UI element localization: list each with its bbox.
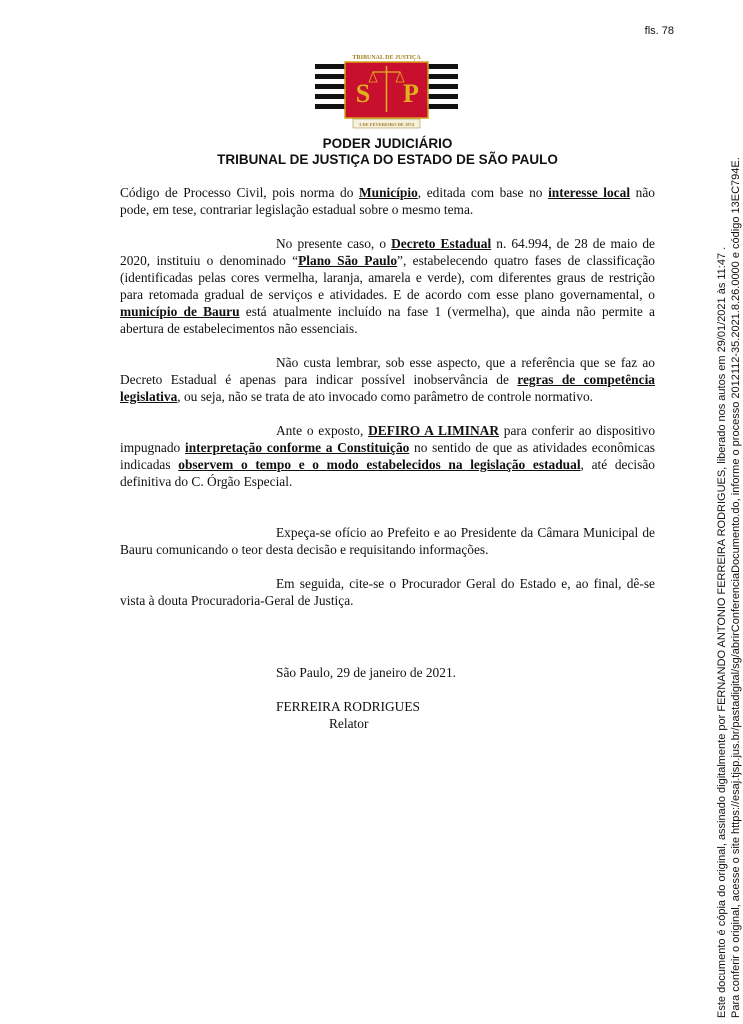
term-plano-sao-paulo: Plano São Paulo: [298, 253, 398, 268]
emblem-top-text: TRIBUNAL DE JUSTIÇA: [352, 55, 421, 61]
term-decreto-estadual: Decreto Estadual: [391, 236, 492, 251]
header-line-1: PODER JUDICIÁRIO: [322, 136, 453, 151]
term-municipio-de-bauru: município de Bauru: [120, 304, 240, 319]
document-body: [120, 184, 655, 626]
paragraph-5: Expeça-se ofício ao Prefeito e ao Presidente da Câmara Municipal de Bauru comunicando o teor desta decisão e requisitando informações.: [120, 525, 655, 557]
term-interesse-local: interesse local: [548, 185, 631, 200]
page-number: fls. 78: [644, 25, 674, 37]
digital-signature-note: [716, 157, 743, 1018]
side-note-line-2: Para conferir o original, acesse o site https://esaj.tjsp.jus.br/pastadigital/sg/abrirConferenciaDocumento.do, informe o processo 2012112-35.2021.8.26.0000 e código 13EC794E.: [729, 157, 742, 1018]
signer-role: Relator: [329, 716, 369, 731]
side-note-line-1: Este documento é cópia do original, assinado digitalmente por FERNANDO ANTONIO FERREIRA RODRIGUES, liberado nos autos em 29/01/2021 às 11:47 .: [716, 246, 728, 1018]
signer-name: FERREIRA RODRIGUES: [276, 699, 420, 714]
paragraph-1: Código de Processo Civil, pois norma do Município, editada com base no interesse local não pode, em tese, contrariar legislação estadual sobre o mesmo tema.: [120, 185, 655, 217]
paragraph-4: Ante o exposto, DEFIRO A LIMINAR para conferir ao dispositivo impugnado interpretação conforme a Constituição no sentido de que as atividades econômicas indicadas observem o tempo e o modo estabelecidos na legislação estadual, até decisão definitiva do C. Órgão Especial.: [120, 423, 656, 489]
paragraph-6: Em seguida, cite-se o Procurador Geral do Estado e, ao final, dê-se vista à douta Procuradoria-Geral de Justiça.: [120, 576, 655, 608]
place-date: São Paulo, 29 de janeiro de 2021.: [276, 665, 456, 680]
term-interpretacao-conforme: interpretação conforme a Constituição: [184, 440, 410, 455]
term-defiro-liminar: DEFIRO A LIMINAR: [368, 423, 499, 438]
term-observem-tempo-modo: observem o tempo e o modo estabelecidos na legislação estadual: [178, 457, 581, 472]
emblem-bottom-text: 3 DE FEVEREIRO DE 1874: [358, 122, 415, 127]
term-municipio: Município: [359, 185, 418, 200]
emblem-letter-s: S: [355, 79, 371, 108]
term-regras-competencia: regras de competência legislativa: [120, 372, 655, 404]
header-line-2: TRIBUNAL DE JUSTIÇA DO ESTADO DE SÃO PAULO: [217, 152, 558, 167]
paragraph-2: No presente caso, o Decreto Estadual n. 64.994, de 28 de maio de 2020, instituiu o denominado “Plano São Paulo”, estabelecendo quatro fases de classificação (identificadas pelas cores vermelha, laranja, amarela e verde), com diferentes graus de restrição para retomada gradual de serviços e atividades. E de acordo com esse plano governamental, o município de Bauru está atualmente incluído na fase 1 (vermelha), que ainda não permite a abertura de estabelecimentos não essenciais.: [120, 236, 655, 336]
emblem-letter-p: P: [403, 79, 419, 108]
document-header: [120, 136, 655, 168]
court-emblem: [315, 50, 458, 130]
paragraph-3: Não custa lembrar, sob esse aspecto, que a referência que se faz ao Decreto Estadual é apenas para indicar possível inobservância de regras de competência legislativa, ou seja, não se trata de ato invocado como parâmetro de controle normativo.: [120, 355, 655, 404]
